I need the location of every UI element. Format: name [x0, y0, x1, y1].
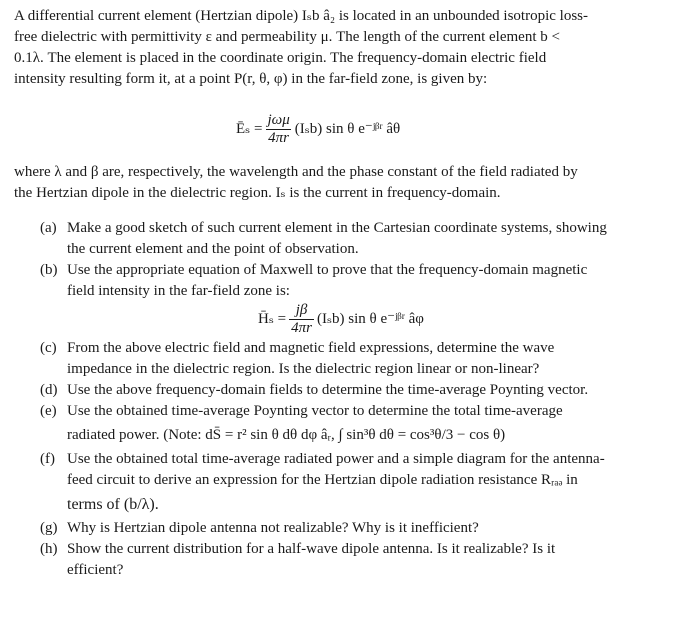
electric-field-equation [236, 112, 400, 147]
part-line: From the above electric field and magnetic field expressions, determine the wave [67, 340, 555, 356]
fraction-numerator: jωμ [267, 112, 290, 128]
part-line: Use the obtained total time-average radiated power and a simple diagram for the antenna- [67, 451, 605, 467]
part-label: (a) [40, 220, 57, 236]
equation-rhs: (Iₛb) sin θ e⁻ʲᵝʳ âθ [294, 121, 401, 137]
part-f [40, 449, 690, 518]
question-parts [40, 218, 690, 581]
equation-lhs: H̄ₛ = [258, 311, 287, 327]
part-g [40, 518, 690, 539]
part-line: the current element and the point of observation. [67, 241, 359, 257]
part-label: (e) [40, 403, 57, 419]
where-paragraph [14, 162, 690, 204]
part-a [40, 218, 690, 260]
fraction-denominator: 4πr [291, 320, 312, 336]
intro-line: 0.1λ. The element is placed in the coordinate origin. The frequency-domain electric field [14, 50, 547, 66]
part-b [40, 260, 690, 302]
part-c [40, 338, 690, 380]
part-line: Use the above frequency-domain fields to determine the time-average Poynting vector. [67, 382, 589, 398]
intro-line: free dielectric with permittivity ε and permeability μ. The length of the current element b < [14, 29, 560, 45]
magnetic-field-equation-row [40, 302, 690, 338]
part-line: terms of (b/λ). [67, 496, 159, 513]
part-label: (h) [40, 541, 58, 557]
equation-fraction [265, 112, 291, 147]
part-label: (g) [40, 520, 58, 536]
part-line: Show the current distribution for a half-wave dipole antenna. Is it realizable? Is it [67, 541, 556, 557]
where-line: the Hertzian dipole in the dielectric region. Iₛ is the current in frequency-domain. [14, 185, 501, 201]
part-line: Why is Hertzian dipole antenna not realizable? Why is it inefficient? [67, 520, 479, 536]
part-line: Make a good sketch of such current element in the Cartesian coordinate systems, showing [67, 220, 607, 236]
fraction-numerator: jβ [295, 302, 308, 318]
part-line: Use the obtained time-average Poynting vector to determine the total time-average [67, 403, 563, 419]
equation-lhs: Ēₛ = [236, 121, 263, 137]
fraction-denominator: 4πr [268, 130, 290, 146]
part-line: field intensity in the far-field zone is: [67, 283, 290, 299]
part-label: (c) [40, 340, 57, 356]
equation-rhs: (Iₛb) sin θ e⁻ʲᵝʳ âφ [316, 311, 424, 327]
part-line: efficient? [67, 562, 124, 578]
part-h [40, 539, 690, 581]
part-e [40, 401, 690, 449]
problem-intro [14, 6, 690, 90]
where-line: where λ and β are, respectively, the wavelength and the phase constant of the field radiated by [14, 164, 578, 180]
intro-line: A differential current element (Hertzian dipole) Iₛb â₂ is located in an unbounded isotropic loss- [14, 8, 588, 24]
part-line: feed circuit to derive an expression for the Hertzian dipole radiation resistance Rᵣₐₔ in [67, 472, 578, 488]
part-d [40, 380, 690, 401]
intro-line: intensity resulting form it, at a point P(r, θ, φ) in the far-field zone, is given by: [14, 71, 488, 87]
magnetic-field-equation [258, 302, 424, 337]
part-label: (b) [40, 262, 58, 278]
part-label: (d) [40, 382, 58, 398]
equation-fraction [289, 302, 314, 337]
part-line: radiated power. (Note: dS̄ = r² sin θ dθ dφ âᵣ, ∫ sin³θ dθ = cos³θ/3 − cos θ) [67, 427, 506, 443]
part-line: Use the appropriate equation of Maxwell to prove that the frequency-domain magnetic [67, 262, 588, 278]
part-line: impedance in the dielectric region. Is the dielectric region linear or non-linear? [67, 361, 540, 377]
part-label: (f) [40, 451, 55, 467]
